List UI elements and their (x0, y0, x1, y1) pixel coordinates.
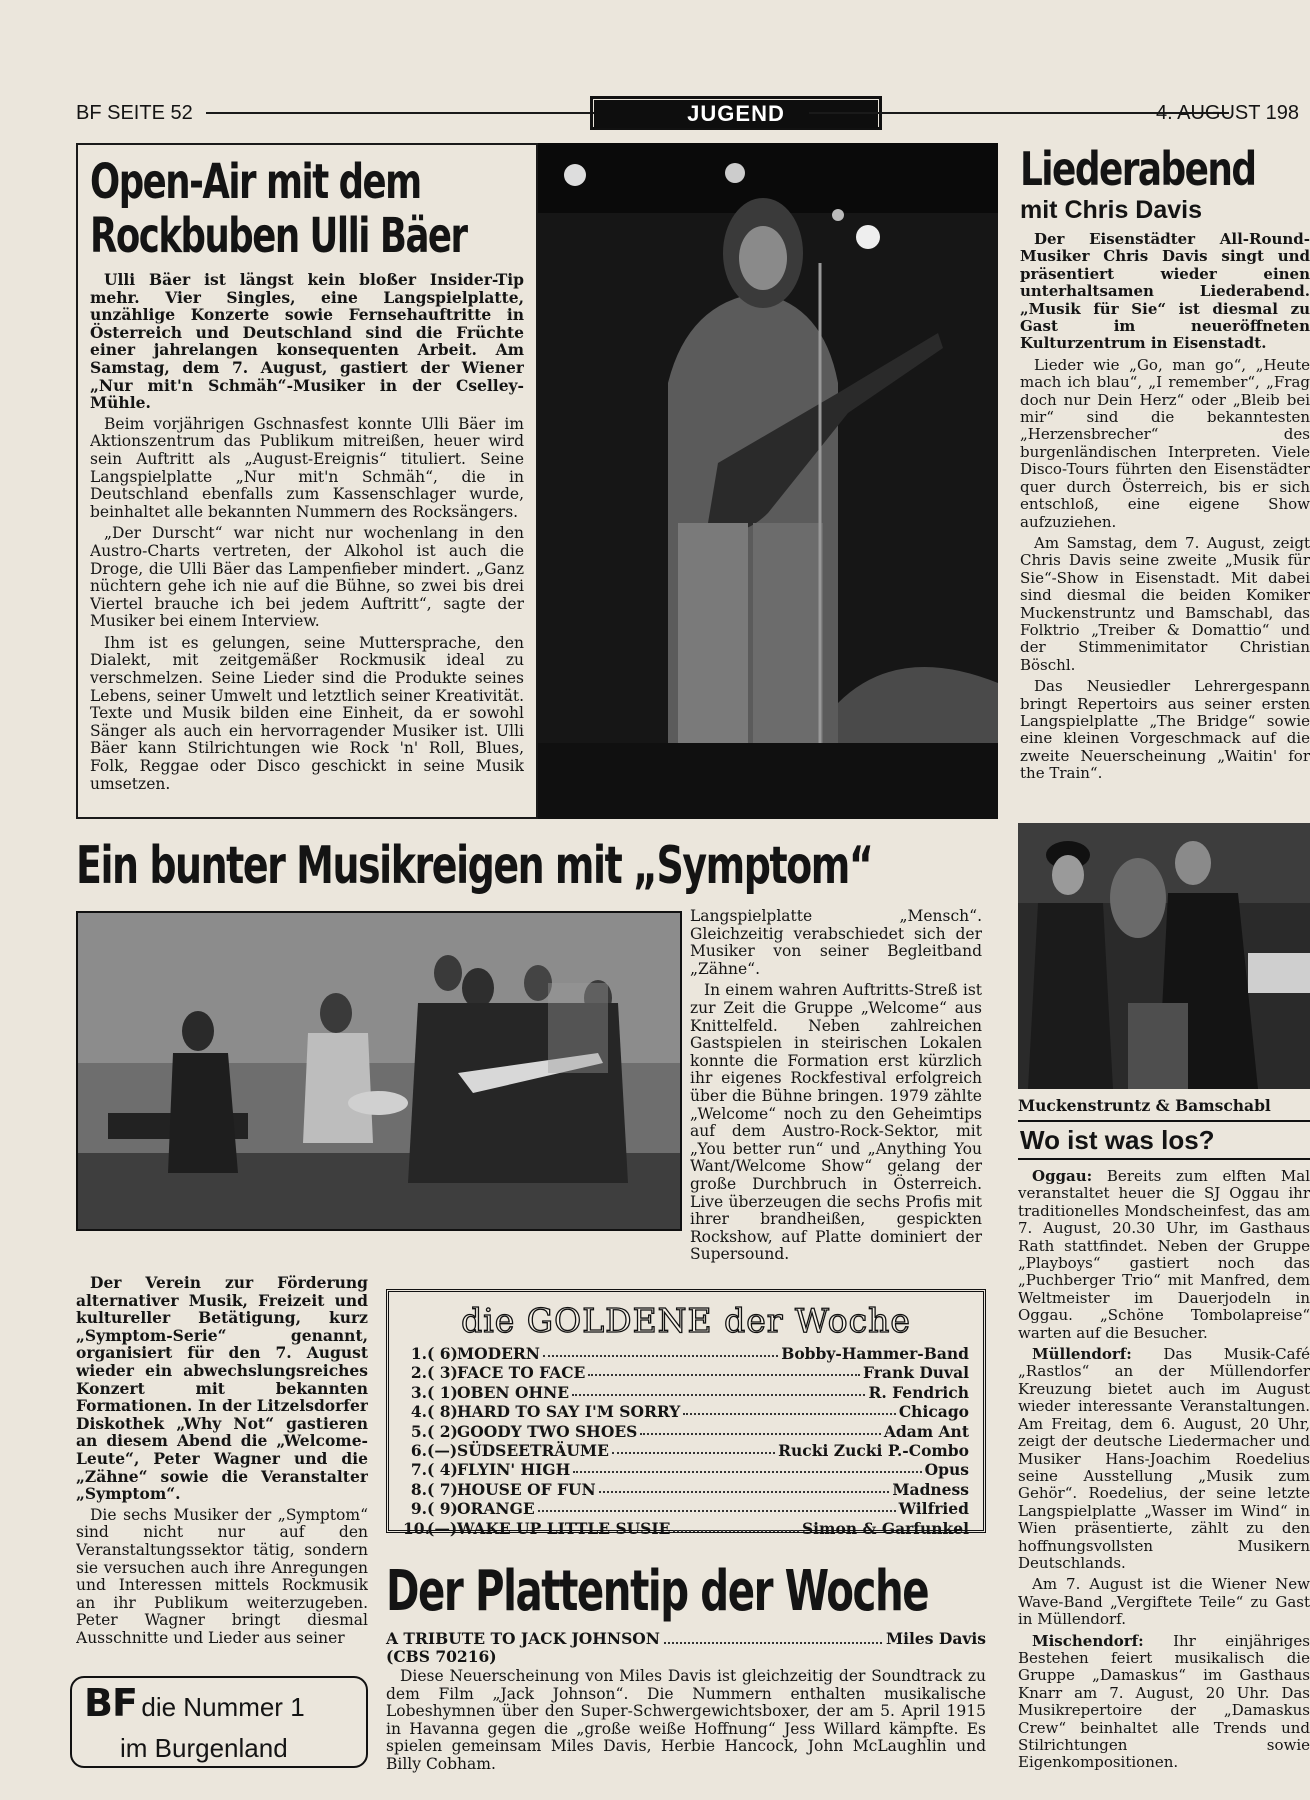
event-item (1018, 1633, 1310, 1772)
plattentip-album: A TRIBUTE TO JACK JOHNSON (386, 1629, 660, 1648)
plattentip-artist: Miles Davis (885, 1629, 986, 1648)
chart-entry: 10. (—) WAKE UP LITTLE SUSIE Simon & Garfunkel (403, 1519, 969, 1538)
chart-list (403, 1344, 969, 1538)
article-chris-paragraph: Am Samstag, dem 7. August, zeigt Chris Davis seine zweite „Musik für Sie“-Show in Eisenstadt. Mit dabei sind diesmal die beiden Komiker Muckenstruntz und Bamschabl, das Folktrio „Treiber & Domattio“ und der Stimmenimitator Christian Böschl. (1020, 533, 1310, 674)
wo-ist-was-los-section (1018, 1120, 1310, 1800)
masthead (76, 100, 1310, 132)
article-symptom-lead: Der Verein zur Förderung alternativer Musik, Freizeit und kultureller Betätigung, kurz „Symptom-Serie“ genannt, organisiert für den 7. August wieder ein abwechslungsreiches Konzert mit bekannten Formationen. In der Litzelsdorfer Diskothek „Why Not“ gastieren an diesem Abend die „Welcome-Leute“, Peter Wagner und die „Zähne“ sowie die Veranstalter „Symptom“. (76, 1274, 368, 1504)
bf-ad-box (70, 1676, 368, 1768)
article-chris-headline: Liederabend (1020, 142, 1256, 196)
article-chris (1020, 143, 1310, 803)
article-ulli-paragraph: „Der Durscht“ war nicht nur wochenlang in den Austro-Charts vertreten, der Alkohol ist auch die Droge, die Ulli Bäer das Lampenfieber mindert. „Ganz nüchtern gehe ich nie auf die Bühne, so zwei bis drei Viertel brauche ich bei jedem Auftritt“, sagte der Musiker bei einem Interview. (90, 524, 524, 631)
symptom-band-photo (76, 911, 682, 1231)
article-symptom-paragraph: Die sechs Musiker der „Symptom“ sind nicht nur auf den Veranstaltungssektor tätig, sondern sie versuchen auch ihre Anregungen und Interessen mittels Rockmusik an ihr Publikum weiterzugeben. Peter Wagner bringt diesmal Ausschnitte und Lieder aus seiner (76, 1505, 368, 1647)
article-ulli-lead: Ulli Bäer ist längst kein bloßer Insider-Tip mehr. Vier Singles, eine Langspielplatte, unzählige Konzerte sowie Fernsehauftritte in Österreich und Deutschland sind die Früchte einer jahrelangen konsequenten Arbeit. Am Samstag, dem 7. August, gastiert der Wiener „Nur mit'n Schmäh“-Musiker in der Cselley-Mühle. (90, 271, 524, 413)
event-item (1018, 1168, 1310, 1342)
issue-date: 4. AUGUST 198 (1156, 102, 1300, 124)
goldene-chart-box (386, 1289, 986, 1538)
chart-entry: 2. ( 3) FACE TO FACE Frank Duval (403, 1363, 969, 1382)
article-symptom-right-column (690, 908, 982, 1270)
article-symptom-paragraph: Langspielplatte „Mensch“. Gleichzeitig verabschiedet sich der Musiker von seiner Begleitband „Zähne“. (690, 908, 982, 978)
plattentip-headline: Der Plattentip der Woche (386, 1559, 929, 1624)
article-symptom-paragraph: In einem wahren Auftritts-Streß ist zur Zeit die Gruppe „Welcome“ aus Knittelfeld. Neben zahlreichen Gastspielen in steirischen Lokalen konnte die Formation erst kürzlich ihr eigenes Rockfestival erfolgreich über die Bühne bringen. 1979 zählte „Welcome“ noch zu den Geheimtips auf dem Austro-Rock-Sektor, mit „You better run“ und „Anything You Want/Welcome Show“ gelang der große Durchbruch in Österreich. Live überzeugen die sechs Profis mit ihrer brandheißen, gespickten Rockshow, auf Platte dominiert der Supersound. (690, 981, 982, 1264)
chart-entry: 3. ( 1) OBEN OHNE R. Fendrich (403, 1383, 969, 1402)
plattentip-catalog: (CBS 70216) (386, 1647, 497, 1666)
event-item (1018, 1576, 1310, 1628)
article-ulli-headline-1: Open-Air mit dem (90, 154, 421, 210)
chart-entry: 4. ( 8) HARD TO SAY I'M SORRY Chicago (403, 1402, 969, 1421)
plattentip-body (386, 1668, 986, 1778)
event-text: Das Musik-Café „Rastlos“ an der Müllendorfer Kreuzung bietet auch im August wieder interessante Veranstaltungen. Am Freitag, dem 6. August, 20 Uhr, zeigt der deutsche Liedermacher und Musiker Hans-Joachim Roedelius seine Ausstellung „Musik zum Gehör“. Roedelius, der seine letzte Langspielplatte „Wasser im Wind“ in Wien präsentierte, zählt zu den hoffnungsvollsten Musikern Deutschlands. (1018, 1345, 1310, 1572)
plattentip-leader-dots (664, 1630, 882, 1644)
chart-entry: 8. ( 7) HOUSE OF FUN Madness (403, 1480, 969, 1499)
article-ulli-body (90, 271, 524, 801)
article-chris-subhead: mit Chris Davis (1020, 196, 1203, 224)
chart-title: die GOLDENE der Woche (461, 1301, 911, 1340)
bf-logo: BF (84, 1681, 137, 1725)
ulli-photo-illustration (538, 143, 998, 819)
article-symptom-headline: Ein bunter Musikreigen mit „Symptom“ (76, 836, 873, 896)
article-chris-lead: Der Eisenstädter All-Round-Musiker Chris Davis singt und präsentiert wieder einen unterhaltsamen Liederabend. „Musik für Sie“ ist diesmal zu Gast im neueröffneten Kulturzentrum in Eisenstadt. (1020, 231, 1310, 353)
article-chris-paragraph: Lieder wie „Go, man go“, „Heute mach ich blau“, „I remember“, „Frag doch nur Dein Herz“ oder „Bleib bei mir“ sind die bekanntesten „Herzensbrecher“ des burgenländischen Interpreten. Viele Disco-Tours führten den Eisenstädter quer durch Österreich, bis er sich entschloß, eine eigene Show aufzuziehen. (1020, 355, 1310, 531)
article-ulli-paragraph: Beim vorjährigen Gschnasfest konnte Ulli Bäer im Aktionszentrum das Publikum mitreißen, heuer wird sein Auftritt als „August-Ereignis“ tituliert. Seine Langspielplatte „Nur mit'n Schmäh“, die in Deutschland ebenfalls zum Kassenschlager wurde, beinhaltet alle bekannten Nummern des Rocksängers. (90, 414, 524, 521)
article-ulli-headline-2: Rockbuben Ulli Bäer (90, 208, 467, 264)
event-text: Ihr einjähriges Bestehen feiert musikalisch die Gruppe „Damaskus“ im Gasthaus Knarr am 7. August, 20 Uhr. Das Musikrepertoire der „Damaskus Crew“ beinhaltet alle Trends und Stilrichtungen sowie Eigenkompositionen. (1018, 1631, 1310, 1772)
event-text: Am 7. August ist die Wiener New Wave-Band „Vergiftete Teile“ zu Gast in Müllendorf. (1018, 1575, 1310, 1629)
chart-entry: 6. (—) SÜDSEETRÄUME Rucki Zucki P.-Combo (403, 1441, 969, 1460)
article-symptom-left-column (76, 1274, 368, 1654)
article-ulli-paragraph: Ihm ist es gelungen, seine Muttersprache, den Dialekt, mit zeitgemäßer Rockmusik ideal zu verschmelzen. Seine Lieder sind die Produkte seines Lebens, seiner Umwelt und letztlich seiner Kreativität. Texte und Musik bilden eine Einheit, da er sowohl Sänger als auch ein hervorragender Musiker ist. Ulli Bäer kann Stilrichtungen wie Rock 'n' Roll, Blues, Folk, Reggae oder Disco geschickt in seine Musik umsetzen. (90, 633, 524, 793)
event-item (1018, 1346, 1310, 1572)
ad-slogan-line-1: die Nummer 1 (141, 1692, 305, 1722)
wo-ist-was-los-headline: Wo ist was los? (1018, 1120, 1310, 1160)
ad-slogan-line-2: im Burgenland (120, 1733, 288, 1763)
wo-ist-was-los-body (1018, 1168, 1310, 1798)
event-place: Mischendorf: (1032, 1631, 1144, 1650)
section-label: JUGEND (594, 100, 878, 128)
article-ulli-box (76, 143, 538, 819)
plattentip-album-line (386, 1630, 986, 1648)
chart-entry: 9. ( 9) ORANGE Wilfried (403, 1499, 969, 1518)
event-place: Oggau: (1032, 1168, 1093, 1185)
photo-caption-right: Muckenstruntz & Bamschabl (1018, 1096, 1271, 1115)
comedians-photo-illustration (1018, 823, 1310, 1089)
article-chris-body (1020, 231, 1310, 791)
chart-entry: 7. ( 4) FLYIN' HIGH Opus (403, 1460, 969, 1479)
chart-entry: 5. ( 2) GOODY TWO SHOES Adam Ant (403, 1422, 969, 1441)
ulli-baer-concert-photo (538, 143, 998, 819)
muckenstruntz-bamschabl-photo (1018, 823, 1310, 1089)
chart-entry: 1. ( 6) MODERN Bobby-Hammer-Band (403, 1344, 969, 1363)
plattentip-text: Diese Neuerscheinung von Miles Davis ist gleichzeitig der Soundtrack zu dem Film „Jack Johnson“. Die Nummern enthalten musikalische Lobeshymnen über den Super-Schwergewichtsboxer, der am 5. April 1915 in Havanna gegen die „große weiße Hoffnung“ Jess Willard kämpfte. Es spielen gemeinsam Miles Davis, Herbie Hancock, John McLaughlin und Billy Cobham. (386, 1668, 986, 1773)
event-text: Bereits zum elften Mal veranstaltet heuer die SJ Oggau ihr traditionelles Mondscheinfest, das am 7. August, 20.30 Uhr, im Gasthaus Rath stattfindet. Neben der Gruppe „Playboys“ gastiert noch das „Puchberger Trio“ mit Manfred, dem Weltmeister im Dauerjodeln in Oggau. „Schöne Tombolapreise“ warten auf die Besucher. (1018, 1168, 1310, 1342)
article-chris-paragraph: Das Neusiedler Lehrergespann bringt Repertoirs aus seiner ersten Langspielplatte „The Bridge“ sowie eine kleinen Vorgeschmack auf die zweite Neuerscheinung „Waitin' for the Train“. (1020, 677, 1310, 783)
page-label: BF SEITE 52 (76, 102, 193, 124)
event-place: Müllendorf: (1032, 1345, 1132, 1364)
band-photo-illustration (78, 913, 680, 1229)
